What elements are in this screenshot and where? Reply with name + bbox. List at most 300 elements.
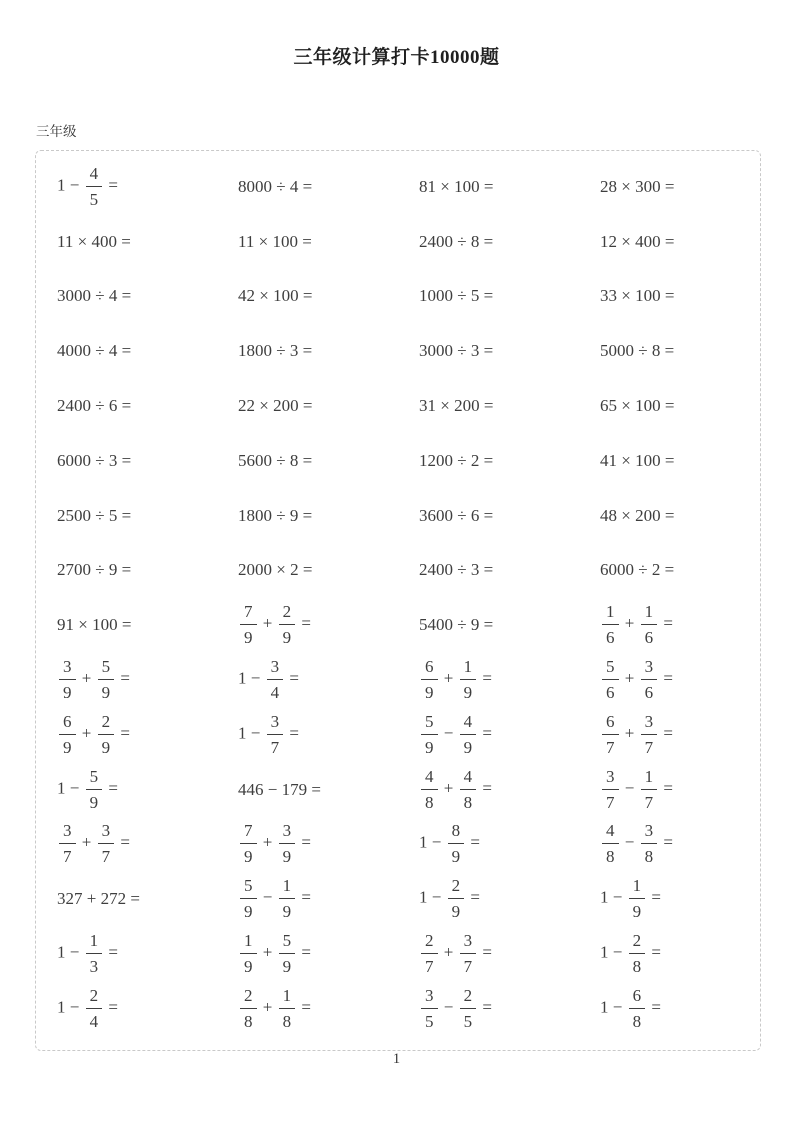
fraction-numerator: 5 bbox=[101, 657, 111, 677]
fraction bbox=[448, 821, 465, 866]
fraction-denominator: 6 bbox=[602, 624, 619, 647]
fraction-numerator: 2 bbox=[89, 985, 99, 1005]
fraction bbox=[59, 657, 76, 702]
fraction-denominator: 7 bbox=[460, 953, 477, 976]
fraction-denominator: 9 bbox=[421, 734, 438, 757]
math-text: = bbox=[647, 942, 661, 962]
math-text: 1 − bbox=[600, 997, 627, 1017]
fraction-numerator: 2 bbox=[451, 876, 461, 896]
problem-r11c3 bbox=[398, 712, 579, 757]
fraction-numerator: 3 bbox=[63, 821, 72, 841]
problem-r12c1 bbox=[36, 767, 217, 812]
math-text: = bbox=[647, 997, 661, 1017]
fraction-numerator: 3 bbox=[463, 931, 473, 951]
math-text: = bbox=[116, 723, 130, 743]
problem-r2c2 bbox=[217, 233, 398, 250]
fraction-denominator: 7 bbox=[59, 843, 76, 866]
problem-r6c3 bbox=[398, 452, 579, 469]
problem-r4c3 bbox=[398, 342, 579, 359]
math-text: 28 × 300 = bbox=[600, 176, 675, 196]
math-text: 1 − bbox=[238, 723, 265, 743]
fraction-denominator: 9 bbox=[460, 679, 477, 702]
math-text: = bbox=[659, 723, 673, 743]
problem-r11c4 bbox=[579, 712, 760, 757]
fraction bbox=[602, 602, 619, 647]
fraction bbox=[460, 931, 477, 976]
fraction bbox=[279, 876, 296, 921]
math-text: = bbox=[104, 778, 118, 798]
problem-r16c1 bbox=[36, 986, 217, 1031]
problem-r5c3 bbox=[398, 397, 579, 414]
problem-r13c2 bbox=[217, 821, 398, 866]
math-text: = bbox=[297, 613, 311, 633]
problem-r5c2 bbox=[217, 397, 398, 414]
math-text: − bbox=[439, 723, 458, 743]
problem-r1c1 bbox=[36, 164, 217, 209]
math-text: 65 × 100 = bbox=[600, 396, 675, 416]
fraction-denominator: 9 bbox=[421, 679, 438, 702]
problem-r3c3 bbox=[398, 287, 579, 304]
fraction bbox=[98, 821, 115, 866]
problem-r14c1 bbox=[36, 890, 217, 907]
math-text: = bbox=[659, 613, 673, 633]
fraction-denominator: 9 bbox=[86, 789, 103, 812]
math-text: 4000 ÷ 4 = bbox=[57, 341, 132, 361]
math-text: = bbox=[478, 997, 492, 1017]
problem-r6c1 bbox=[36, 452, 217, 469]
problem-r13c3 bbox=[398, 821, 579, 866]
math-text: = bbox=[659, 778, 673, 798]
math-text: = bbox=[659, 668, 673, 688]
math-text: = bbox=[297, 997, 311, 1017]
math-text: 1 − bbox=[419, 832, 446, 852]
worksheet-box bbox=[35, 150, 761, 1051]
math-text: 1 − bbox=[57, 942, 84, 962]
problem-r16c2 bbox=[217, 986, 398, 1031]
problem-r2c4 bbox=[579, 233, 760, 250]
fraction bbox=[448, 876, 465, 921]
fraction-denominator: 7 bbox=[602, 734, 619, 757]
math-text: = bbox=[466, 887, 480, 907]
fraction bbox=[460, 657, 477, 702]
fraction bbox=[86, 931, 103, 976]
math-text: 1 − bbox=[57, 997, 84, 1017]
problem-r15c4 bbox=[579, 931, 760, 976]
problem-r9c1 bbox=[36, 616, 217, 633]
fraction-denominator: 6 bbox=[641, 624, 658, 647]
fraction-numerator: 4 bbox=[606, 821, 615, 841]
fraction-denominator: 7 bbox=[421, 953, 438, 976]
fraction bbox=[267, 712, 284, 757]
fraction-numerator: 5 bbox=[89, 766, 99, 786]
fraction-denominator: 9 bbox=[59, 734, 76, 757]
fraction-denominator: 9 bbox=[448, 898, 465, 921]
fraction-numerator: 6 bbox=[425, 657, 434, 677]
problem-r14c3 bbox=[398, 876, 579, 921]
math-text: = bbox=[478, 942, 492, 962]
fraction bbox=[602, 767, 619, 812]
fraction-denominator: 8 bbox=[240, 1008, 257, 1031]
problem-r1c3 bbox=[398, 178, 579, 195]
problem-r5c4 bbox=[579, 397, 760, 414]
math-text: 8000 ÷ 4 = bbox=[238, 176, 313, 196]
math-text: = bbox=[478, 668, 492, 688]
fraction bbox=[602, 712, 619, 757]
fraction-denominator: 9 bbox=[279, 898, 296, 921]
fraction-denominator: 8 bbox=[421, 789, 438, 812]
math-text: 22 × 200 = bbox=[238, 396, 313, 416]
fraction-numerator: 5 bbox=[282, 931, 292, 951]
fraction-numerator: 3 bbox=[270, 711, 280, 731]
math-text: = bbox=[116, 668, 130, 688]
fraction-numerator: 3 bbox=[63, 657, 72, 677]
problem-r7c3 bbox=[398, 507, 579, 524]
fraction-denominator: 8 bbox=[641, 843, 658, 866]
problem-r8c2 bbox=[217, 561, 398, 578]
fraction-denominator: 7 bbox=[98, 843, 115, 866]
fraction-numerator: 2 bbox=[463, 985, 473, 1005]
problem-r10c3 bbox=[398, 657, 579, 702]
problem-r2c1 bbox=[36, 233, 217, 250]
fraction-denominator: 4 bbox=[86, 1008, 103, 1031]
fraction-denominator: 8 bbox=[279, 1008, 296, 1031]
page-number: 1 bbox=[392, 1051, 401, 1067]
fraction bbox=[86, 986, 103, 1031]
fraction-denominator: 3 bbox=[86, 953, 103, 976]
math-text: 42 × 100 = bbox=[238, 286, 313, 306]
math-text: + bbox=[258, 997, 277, 1017]
problem-r7c4 bbox=[579, 507, 760, 524]
fraction-denominator: 9 bbox=[460, 734, 477, 757]
fraction-numerator: 3 bbox=[282, 821, 292, 841]
math-text: + bbox=[620, 668, 639, 688]
math-text: + bbox=[258, 832, 277, 852]
fraction bbox=[86, 164, 103, 209]
fraction-denominator: 7 bbox=[641, 734, 658, 757]
math-text: + bbox=[77, 832, 96, 852]
math-text: 1000 ÷ 5 = bbox=[419, 286, 494, 306]
math-text: 2000 × 2 = bbox=[238, 560, 313, 580]
math-text: = bbox=[647, 887, 661, 907]
math-text: 6000 ÷ 2 = bbox=[600, 560, 675, 580]
fraction bbox=[641, 712, 658, 757]
math-text: 2500 ÷ 5 = bbox=[57, 505, 132, 525]
problem-r2c3 bbox=[398, 233, 579, 250]
problem-r8c1 bbox=[36, 561, 217, 578]
math-text: + bbox=[620, 613, 639, 633]
fraction bbox=[59, 712, 76, 757]
fraction-denominator: 6 bbox=[602, 679, 619, 702]
fraction-numerator: 1 bbox=[244, 931, 253, 951]
math-text: = bbox=[104, 997, 118, 1017]
math-text: − bbox=[258, 887, 277, 907]
problem-r7c1 bbox=[36, 507, 217, 524]
problem-r9c2 bbox=[217, 602, 398, 647]
math-text: = bbox=[297, 942, 311, 962]
fraction-numerator: 3 bbox=[425, 985, 434, 1005]
fraction bbox=[460, 712, 477, 757]
math-text: = bbox=[297, 832, 311, 852]
fraction bbox=[602, 821, 619, 866]
fraction-numerator: 6 bbox=[63, 711, 72, 731]
fraction-denominator: 9 bbox=[279, 624, 296, 647]
fraction bbox=[98, 657, 115, 702]
problem-r15c3 bbox=[398, 931, 579, 976]
math-text: = bbox=[466, 832, 480, 852]
fraction bbox=[240, 602, 257, 647]
fraction bbox=[641, 602, 658, 647]
math-text: 5400 ÷ 9 = bbox=[419, 615, 494, 635]
problem-r3c4 bbox=[579, 287, 760, 304]
fraction-denominator: 5 bbox=[421, 1008, 438, 1031]
fraction-denominator: 7 bbox=[267, 734, 284, 757]
math-text: − bbox=[620, 832, 639, 852]
fraction-denominator: 9 bbox=[98, 734, 115, 757]
fraction-numerator: 1 bbox=[606, 602, 615, 622]
page-title: 三年级计算打卡10000题 bbox=[293, 47, 500, 68]
math-text: 5000 ÷ 8 = bbox=[600, 341, 675, 361]
fraction bbox=[629, 931, 646, 976]
problem-r10c2 bbox=[217, 657, 398, 702]
fraction-numerator: 2 bbox=[101, 711, 111, 731]
math-text: = bbox=[285, 723, 299, 743]
problem-r7c2 bbox=[217, 507, 398, 524]
fraction-numerator: 3 bbox=[644, 821, 654, 841]
math-text: + bbox=[77, 723, 96, 743]
fraction-numerator: 8 bbox=[451, 821, 461, 841]
math-text: = bbox=[478, 778, 492, 798]
math-text: 41 × 100 = bbox=[600, 450, 675, 470]
problem-r3c1 bbox=[36, 287, 217, 304]
problem-r1c2 bbox=[217, 178, 398, 195]
fraction-denominator: 8 bbox=[629, 1008, 646, 1031]
problem-r8c3 bbox=[398, 561, 579, 578]
problem-r9c4 bbox=[579, 602, 760, 647]
fraction-numerator: 3 bbox=[606, 766, 615, 786]
math-text: 33 × 100 = bbox=[600, 286, 675, 306]
math-text: 81 × 100 = bbox=[419, 176, 494, 196]
fraction-numerator: 3 bbox=[644, 657, 654, 677]
math-text: 12 × 400 = bbox=[600, 231, 675, 251]
fraction bbox=[59, 821, 76, 866]
math-text: 1 − bbox=[57, 175, 84, 195]
math-text: 91 × 100 = bbox=[57, 615, 132, 635]
fraction-numerator: 5 bbox=[244, 876, 253, 896]
problem-r4c1 bbox=[36, 342, 217, 359]
problem-r10c1 bbox=[36, 657, 217, 702]
fraction bbox=[240, 931, 257, 976]
math-text: + bbox=[620, 723, 639, 743]
fraction-numerator: 7 bbox=[244, 821, 253, 841]
fraction-numerator: 2 bbox=[282, 602, 292, 622]
problem-r15c1 bbox=[36, 931, 217, 976]
fraction bbox=[629, 986, 646, 1031]
fraction-numerator: 2 bbox=[632, 931, 642, 951]
fraction-numerator: 4 bbox=[89, 163, 99, 183]
math-text: 1 − bbox=[600, 942, 627, 962]
fraction-denominator: 8 bbox=[460, 789, 477, 812]
fraction bbox=[421, 931, 438, 976]
fraction bbox=[641, 657, 658, 702]
fraction-numerator: 4 bbox=[463, 766, 473, 786]
math-text: 327 + 272 = bbox=[57, 889, 140, 909]
fraction-denominator: 9 bbox=[279, 953, 296, 976]
fraction-numerator: 7 bbox=[244, 602, 253, 622]
problem-r12c3 bbox=[398, 767, 579, 812]
math-text: 1800 ÷ 3 = bbox=[238, 341, 313, 361]
math-text: 5600 ÷ 8 = bbox=[238, 450, 313, 470]
math-text: 1 − bbox=[419, 887, 446, 907]
math-text: = bbox=[104, 175, 118, 195]
fraction-denominator: 9 bbox=[240, 624, 257, 647]
problem-r13c1 bbox=[36, 821, 217, 866]
fraction-denominator: 9 bbox=[448, 843, 465, 866]
problem-r12c4 bbox=[579, 767, 760, 812]
fraction-numerator: 4 bbox=[463, 711, 473, 731]
problem-r6c4 bbox=[579, 452, 760, 469]
fraction-numerator: 5 bbox=[425, 711, 434, 731]
fraction bbox=[460, 986, 477, 1031]
math-text: + bbox=[258, 613, 277, 633]
math-text: 2400 ÷ 8 = bbox=[419, 231, 494, 251]
math-text: − bbox=[439, 997, 458, 1017]
fraction-numerator: 1 bbox=[644, 766, 654, 786]
math-text: + bbox=[258, 942, 277, 962]
problem-r6c2 bbox=[217, 452, 398, 469]
math-text: = bbox=[285, 668, 299, 688]
fraction bbox=[240, 821, 257, 866]
math-text: + bbox=[77, 668, 96, 688]
fraction-denominator: 6 bbox=[641, 679, 658, 702]
fraction-denominator: 7 bbox=[641, 789, 658, 812]
math-text: 3000 ÷ 4 = bbox=[57, 286, 132, 306]
fraction-denominator: 9 bbox=[240, 843, 257, 866]
problem-r14c4 bbox=[579, 876, 760, 921]
fraction bbox=[602, 657, 619, 702]
problem-r11c2 bbox=[217, 712, 398, 757]
fraction-numerator: 1 bbox=[89, 931, 99, 951]
math-text: 1 − bbox=[238, 668, 265, 688]
fraction-numerator: 5 bbox=[606, 657, 615, 677]
math-text: 1200 ÷ 2 = bbox=[419, 450, 494, 470]
math-text: 6000 ÷ 3 = bbox=[57, 450, 132, 470]
math-text: 11 × 400 = bbox=[57, 231, 131, 251]
fraction-denominator: 9 bbox=[629, 898, 646, 921]
fraction bbox=[421, 712, 438, 757]
math-text: 3600 ÷ 6 = bbox=[419, 505, 494, 525]
fraction bbox=[421, 767, 438, 812]
fraction bbox=[86, 767, 103, 812]
math-text: = bbox=[116, 832, 130, 852]
problem-r10c4 bbox=[579, 657, 760, 702]
math-text: 446 − 179 = bbox=[238, 779, 321, 799]
fraction-denominator: 5 bbox=[86, 186, 103, 209]
fraction-denominator: 9 bbox=[240, 953, 257, 976]
fraction-numerator: 4 bbox=[425, 766, 434, 786]
fraction bbox=[279, 602, 296, 647]
math-text: + bbox=[439, 778, 458, 798]
fraction-denominator: 8 bbox=[602, 843, 619, 866]
math-text: − bbox=[620, 778, 639, 798]
problem-r3c2 bbox=[217, 287, 398, 304]
fraction bbox=[267, 657, 284, 702]
fraction-denominator: 5 bbox=[460, 1008, 477, 1031]
fraction-denominator: 9 bbox=[240, 898, 257, 921]
fraction-numerator: 3 bbox=[644, 711, 654, 731]
problem-r8c4 bbox=[579, 561, 760, 578]
problem-r1c4 bbox=[579, 178, 760, 195]
fraction-denominator: 9 bbox=[279, 843, 296, 866]
math-text: + bbox=[439, 668, 458, 688]
math-text: 2700 ÷ 9 = bbox=[57, 560, 132, 580]
math-text: = bbox=[297, 887, 311, 907]
fraction-numerator: 6 bbox=[606, 711, 615, 731]
fraction bbox=[98, 712, 115, 757]
math-text: + bbox=[439, 942, 458, 962]
fraction bbox=[421, 657, 438, 702]
fraction bbox=[460, 767, 477, 812]
problem-r14c2 bbox=[217, 876, 398, 921]
math-text: 2400 ÷ 3 = bbox=[419, 560, 494, 580]
fraction-numerator: 3 bbox=[270, 657, 280, 677]
problem-r16c3 bbox=[398, 986, 579, 1031]
math-text: = bbox=[104, 942, 118, 962]
fraction-numerator: 1 bbox=[282, 985, 292, 1005]
fraction-denominator: 9 bbox=[59, 679, 76, 702]
problem-r15c2 bbox=[217, 931, 398, 976]
fraction bbox=[279, 931, 296, 976]
fraction bbox=[421, 986, 438, 1031]
fraction-numerator: 1 bbox=[282, 876, 292, 896]
fraction bbox=[279, 986, 296, 1031]
section-label: 三年级 bbox=[36, 124, 77, 139]
fraction bbox=[240, 876, 257, 921]
fraction bbox=[641, 821, 658, 866]
fraction bbox=[279, 821, 296, 866]
problem-r9c3 bbox=[398, 616, 579, 633]
problem-r13c4 bbox=[579, 821, 760, 866]
math-text: = bbox=[659, 832, 673, 852]
math-text: 3000 ÷ 3 = bbox=[419, 341, 494, 361]
math-text: = bbox=[478, 723, 492, 743]
problems-grid bbox=[36, 151, 760, 1050]
fraction-numerator: 3 bbox=[101, 821, 111, 841]
fraction-numerator: 1 bbox=[463, 657, 473, 677]
fraction bbox=[240, 986, 257, 1031]
fraction-numerator: 2 bbox=[425, 931, 434, 951]
problem-r4c4 bbox=[579, 342, 760, 359]
fraction-denominator: 8 bbox=[629, 953, 646, 976]
problem-r12c2 bbox=[217, 781, 398, 798]
fraction-denominator: 9 bbox=[98, 679, 115, 702]
math-text: 11 × 100 = bbox=[238, 231, 312, 251]
problem-r16c4 bbox=[579, 986, 760, 1031]
fraction-numerator: 2 bbox=[244, 985, 253, 1005]
problem-r11c1 bbox=[36, 712, 217, 757]
fraction bbox=[629, 876, 646, 921]
math-text: 2400 ÷ 6 = bbox=[57, 396, 132, 416]
fraction-denominator: 7 bbox=[602, 789, 619, 812]
math-text: 48 × 200 = bbox=[600, 505, 675, 525]
fraction-denominator: 4 bbox=[267, 679, 284, 702]
problem-r5c1 bbox=[36, 397, 217, 414]
problem-r4c2 bbox=[217, 342, 398, 359]
fraction bbox=[641, 767, 658, 812]
math-text: 1 − bbox=[57, 778, 84, 798]
fraction-numerator: 6 bbox=[632, 985, 642, 1005]
math-text: 31 × 200 = bbox=[419, 396, 494, 416]
math-text: 1 − bbox=[600, 887, 627, 907]
